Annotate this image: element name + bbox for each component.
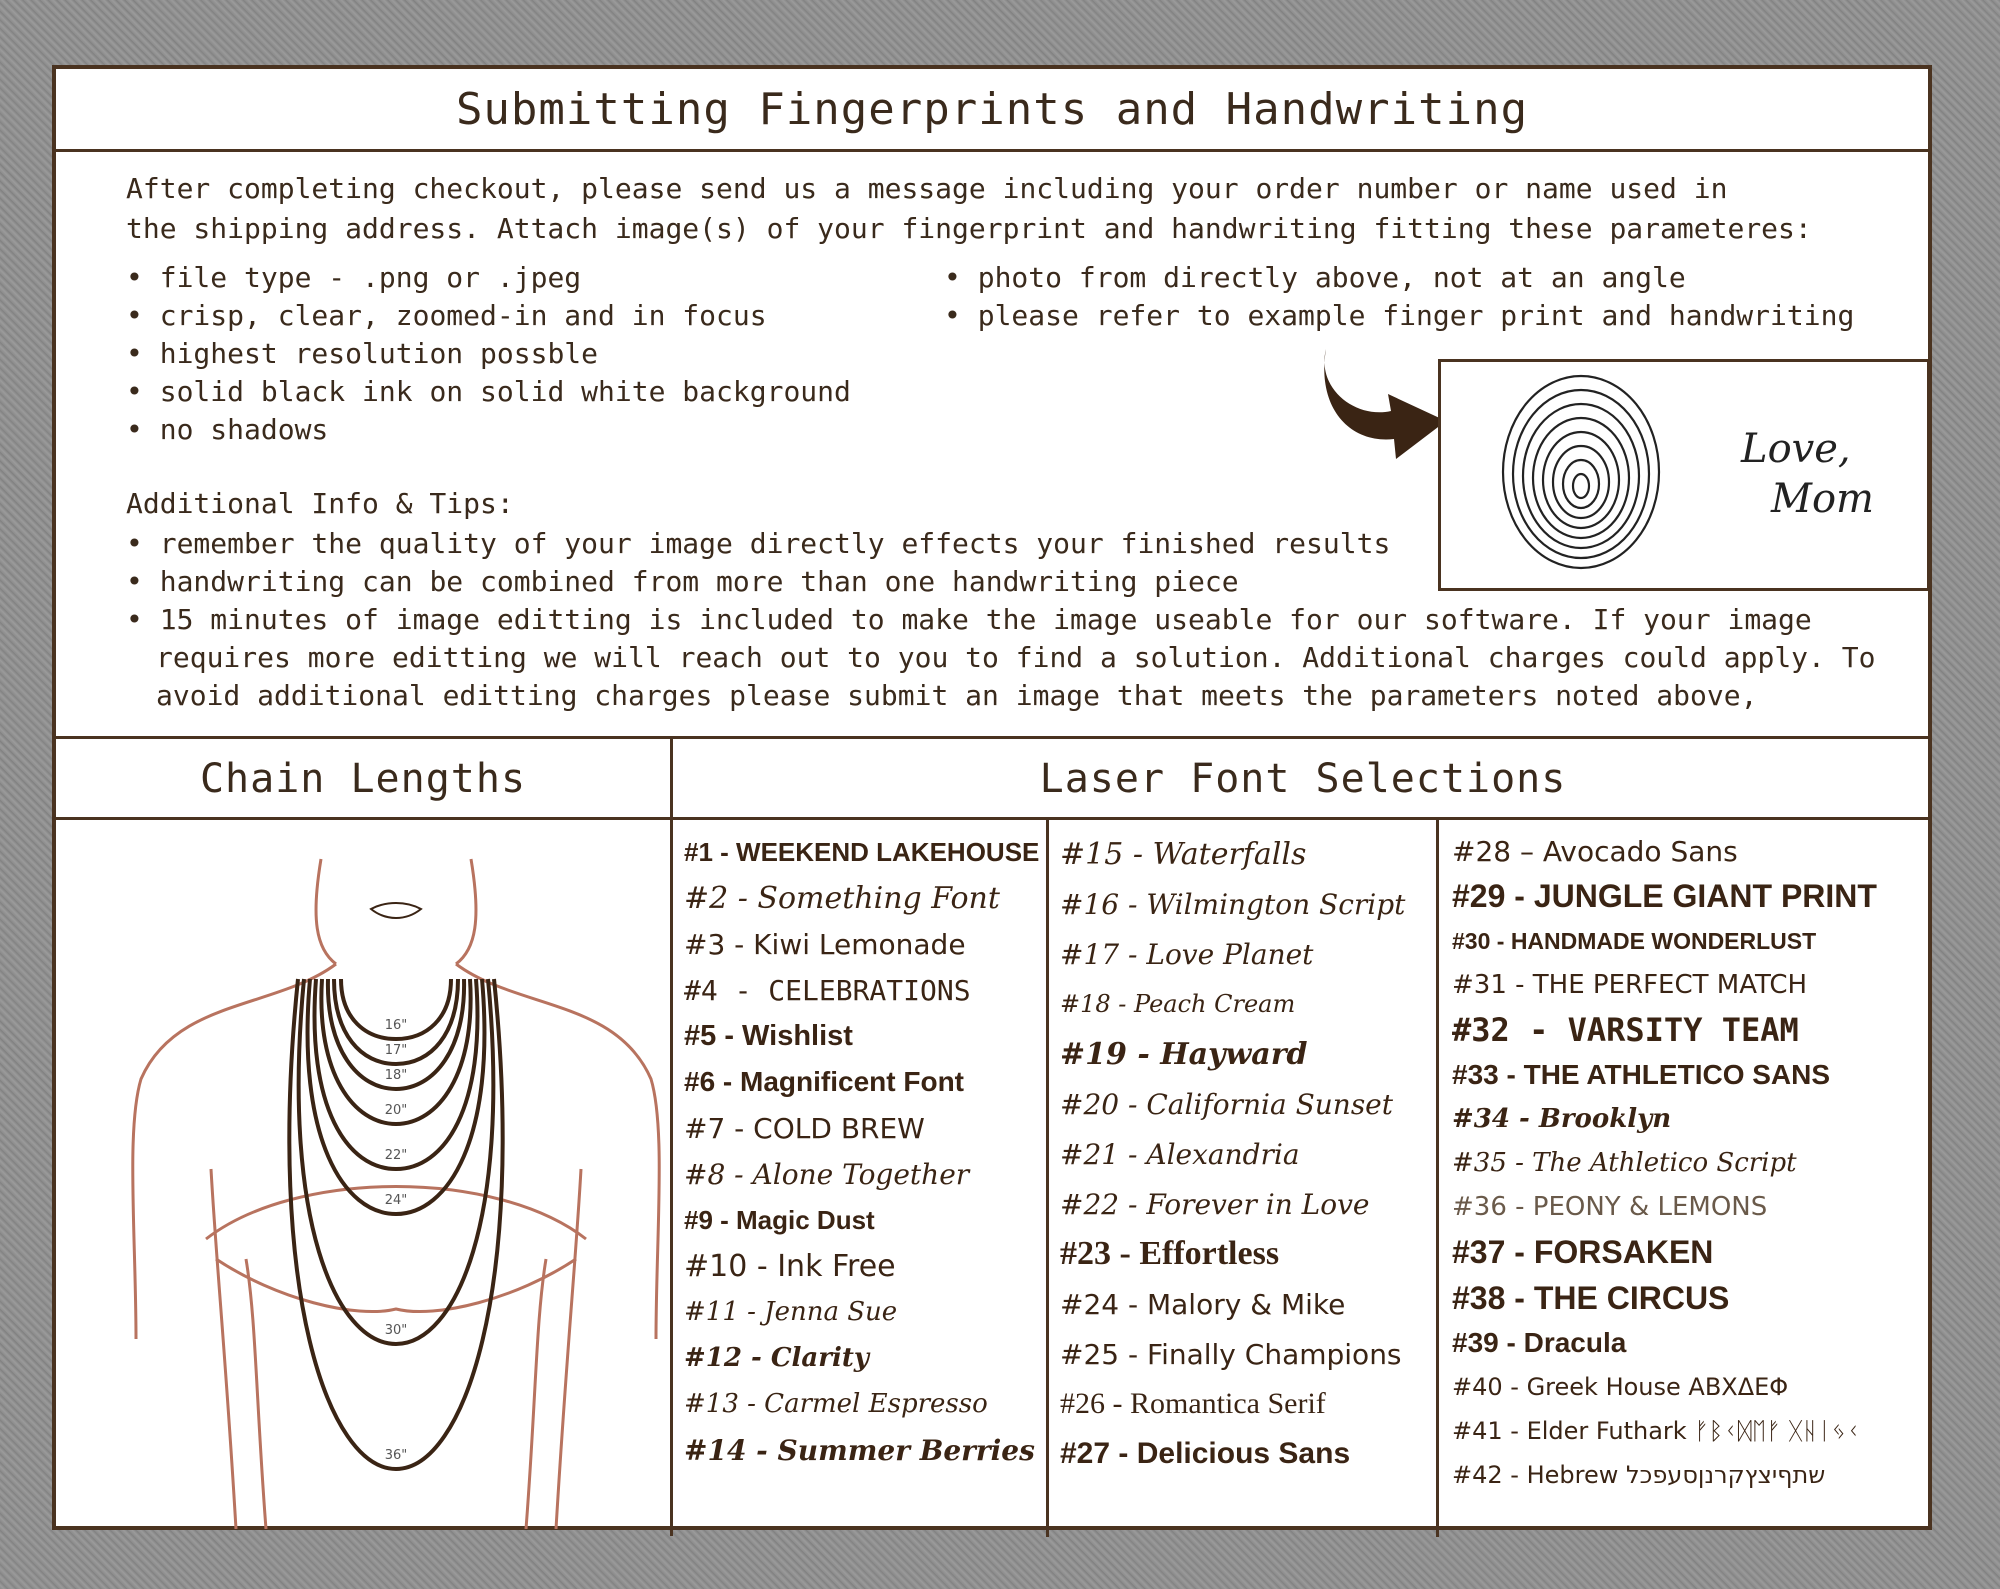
font-option: #13 - Carmel Espresso <box>684 1389 988 1419</box>
font-option: #23 - Effortless <box>1060 1235 1280 1272</box>
parameters-list-right <box>944 259 1904 335</box>
font-option: #19 - Hayward <box>1060 1036 1308 1072</box>
font-option: #24 - Malory & Mike <box>1060 1287 1346 1321</box>
font-option: #21 - Alexandria <box>1060 1137 1300 1171</box>
font-list-1 <box>684 829 1039 1473</box>
list-item: • no shadows <box>126 411 946 449</box>
font-option: #28 – Avocado Sans <box>1452 834 1738 868</box>
font-option: #39 - Dracula <box>1452 1327 1627 1358</box>
list-item: • file type - .png or .jpeg <box>126 259 946 297</box>
length-label: 17" <box>384 1043 408 1058</box>
font-option: #15 - Waterfalls <box>1060 836 1307 872</box>
list-item: • crisp, clear, zoomed-in and in focus <box>126 297 946 335</box>
necklace-length-diagram <box>96 839 696 1529</box>
font-option: #38 - THE CIRCUS <box>1452 1279 1730 1316</box>
tip-line: 15 minutes of image editting is included to make the image useable for our software. If your image <box>159 603 1812 636</box>
length-label: 36" <box>384 1448 408 1463</box>
font-option: #25 - Finally Champions <box>1060 1337 1402 1371</box>
parameters-list-left <box>126 259 946 449</box>
handwriting-sample: Mom <box>1771 476 1874 522</box>
font-option: #6 - Magnificent Font <box>684 1066 964 1097</box>
font-list-3 <box>1452 829 1930 1497</box>
font-option: #18 - Peach Cream <box>1060 990 1296 1018</box>
font-option: #2 - Something Font <box>684 880 1000 916</box>
intro-text <box>126 169 1886 249</box>
list-item: • handwriting can be combined from more than one handwriting piece <box>126 563 1926 601</box>
font-option: #5 - Wishlist <box>684 1019 853 1052</box>
font-option: #11 - Jenna Sue <box>684 1297 898 1327</box>
chain-lengths-heading: Chain Lengths <box>199 756 527 802</box>
curved-arrow-icon <box>1296 349 1456 469</box>
divider <box>1436 817 1439 1537</box>
font-option: #33 - THE ATHLETICO SANS <box>1452 1059 1831 1090</box>
divider <box>56 149 1928 152</box>
font-option: #9 - Magic Dust <box>684 1204 875 1235</box>
font-option: #36 - PEONY & LEMONS <box>1452 1192 1768 1222</box>
font-option: #16 - Wilmington Script <box>1060 887 1406 921</box>
list-item <box>126 601 1926 715</box>
font-option: #42 - Hebrew שתףיצץקרנןסעפכל <box>1452 1461 1826 1489</box>
font-option: #14 - Summer Berries <box>684 1433 1035 1467</box>
font-option: #10 - Ink Free <box>684 1248 896 1284</box>
font-option: #26 - Romantica Serif <box>1060 1387 1326 1420</box>
tips-list <box>126 525 1926 715</box>
list-item: • solid black ink on solid white background <box>126 373 946 411</box>
handwriting-sample: Love, <box>1741 426 1851 472</box>
font-option: #22 - Forever in Love <box>1060 1187 1370 1221</box>
length-label: 18" <box>384 1068 408 1083</box>
font-option: #3 - Kiwi Lemonade <box>684 927 966 961</box>
length-label: 16" <box>384 1018 408 1033</box>
list-item: • please refer to example finger print and handwriting <box>944 297 1904 335</box>
list-item: • photo from directly above, not at an angle <box>944 259 1904 297</box>
font-option: #41 - Elder Futhark ᚠᛒᚲᛞᛖᚠ ᚷᚺᛁᛃᚲ <box>1452 1417 1861 1445</box>
list-item: • remember the quality of your image directly effects your finished results <box>126 525 1926 563</box>
font-option: #31 - THE PERFECT MATCH <box>1452 970 1808 1000</box>
divider <box>1046 817 1049 1537</box>
font-option: #40 - Greek House ΑΒΧΔΕΦ <box>1452 1373 1789 1401</box>
font-option: #12 - Clarity <box>684 1343 869 1373</box>
list-item: • highest resolution possble <box>126 335 946 373</box>
font-option: #20 - California Sunset <box>1060 1087 1394 1121</box>
font-option: #27 - Delicious Sans <box>1060 1437 1351 1470</box>
font-option: #17 - Love Planet <box>1060 937 1314 971</box>
info-sheet <box>52 65 1932 1530</box>
page-title: Submitting Fingerprints and Handwriting <box>455 83 1529 135</box>
tip-line: avoid additional editting charges please submit an image that meets the parameters noted above, <box>156 679 1758 712</box>
font-option: #1 - WEEKEND LAKEHOUSE <box>684 836 1040 867</box>
length-label: 30" <box>384 1323 408 1338</box>
font-option: #34 - Brooklyn <box>1452 1104 1672 1134</box>
length-label: 24" <box>384 1193 408 1208</box>
font-option: #35 - The Athletico Script <box>1452 1148 1797 1178</box>
tip-line: requires more editting we will reach out to you to find a solution. Additional charges could apply. To <box>156 641 1876 674</box>
font-option: #7 - COLD BREW <box>684 1111 925 1145</box>
length-label: 20" <box>384 1103 408 1118</box>
intro-line: the shipping address. Attach image(s) of your fingerprint and handwriting fitting these parameteres: <box>126 212 1812 245</box>
tips-heading: Additional Info & Tips: <box>126 487 514 520</box>
font-option: #4 - CELEBRATIONS <box>684 973 971 1007</box>
font-option: #29 - JUNGLE GIANT PRINT <box>1452 877 1877 914</box>
mouth-icon <box>371 903 421 918</box>
font-selections-heading: Laser Font Selections <box>1039 756 1567 802</box>
font-option: #30 - HANDMADE WONDERLUST <box>1452 927 1817 954</box>
font-option: #37 - FORSAKEN <box>1452 1233 1714 1270</box>
font-option: #8 - Alone Together <box>684 1157 970 1191</box>
intro-line: After completing checkout, please send us a message including your order number or name used in <box>126 172 1728 205</box>
font-option: #32 - VARSITY TEAM <box>1452 1011 1799 1049</box>
length-label: 22" <box>384 1148 408 1163</box>
font-list-2 <box>1060 829 1430 1479</box>
